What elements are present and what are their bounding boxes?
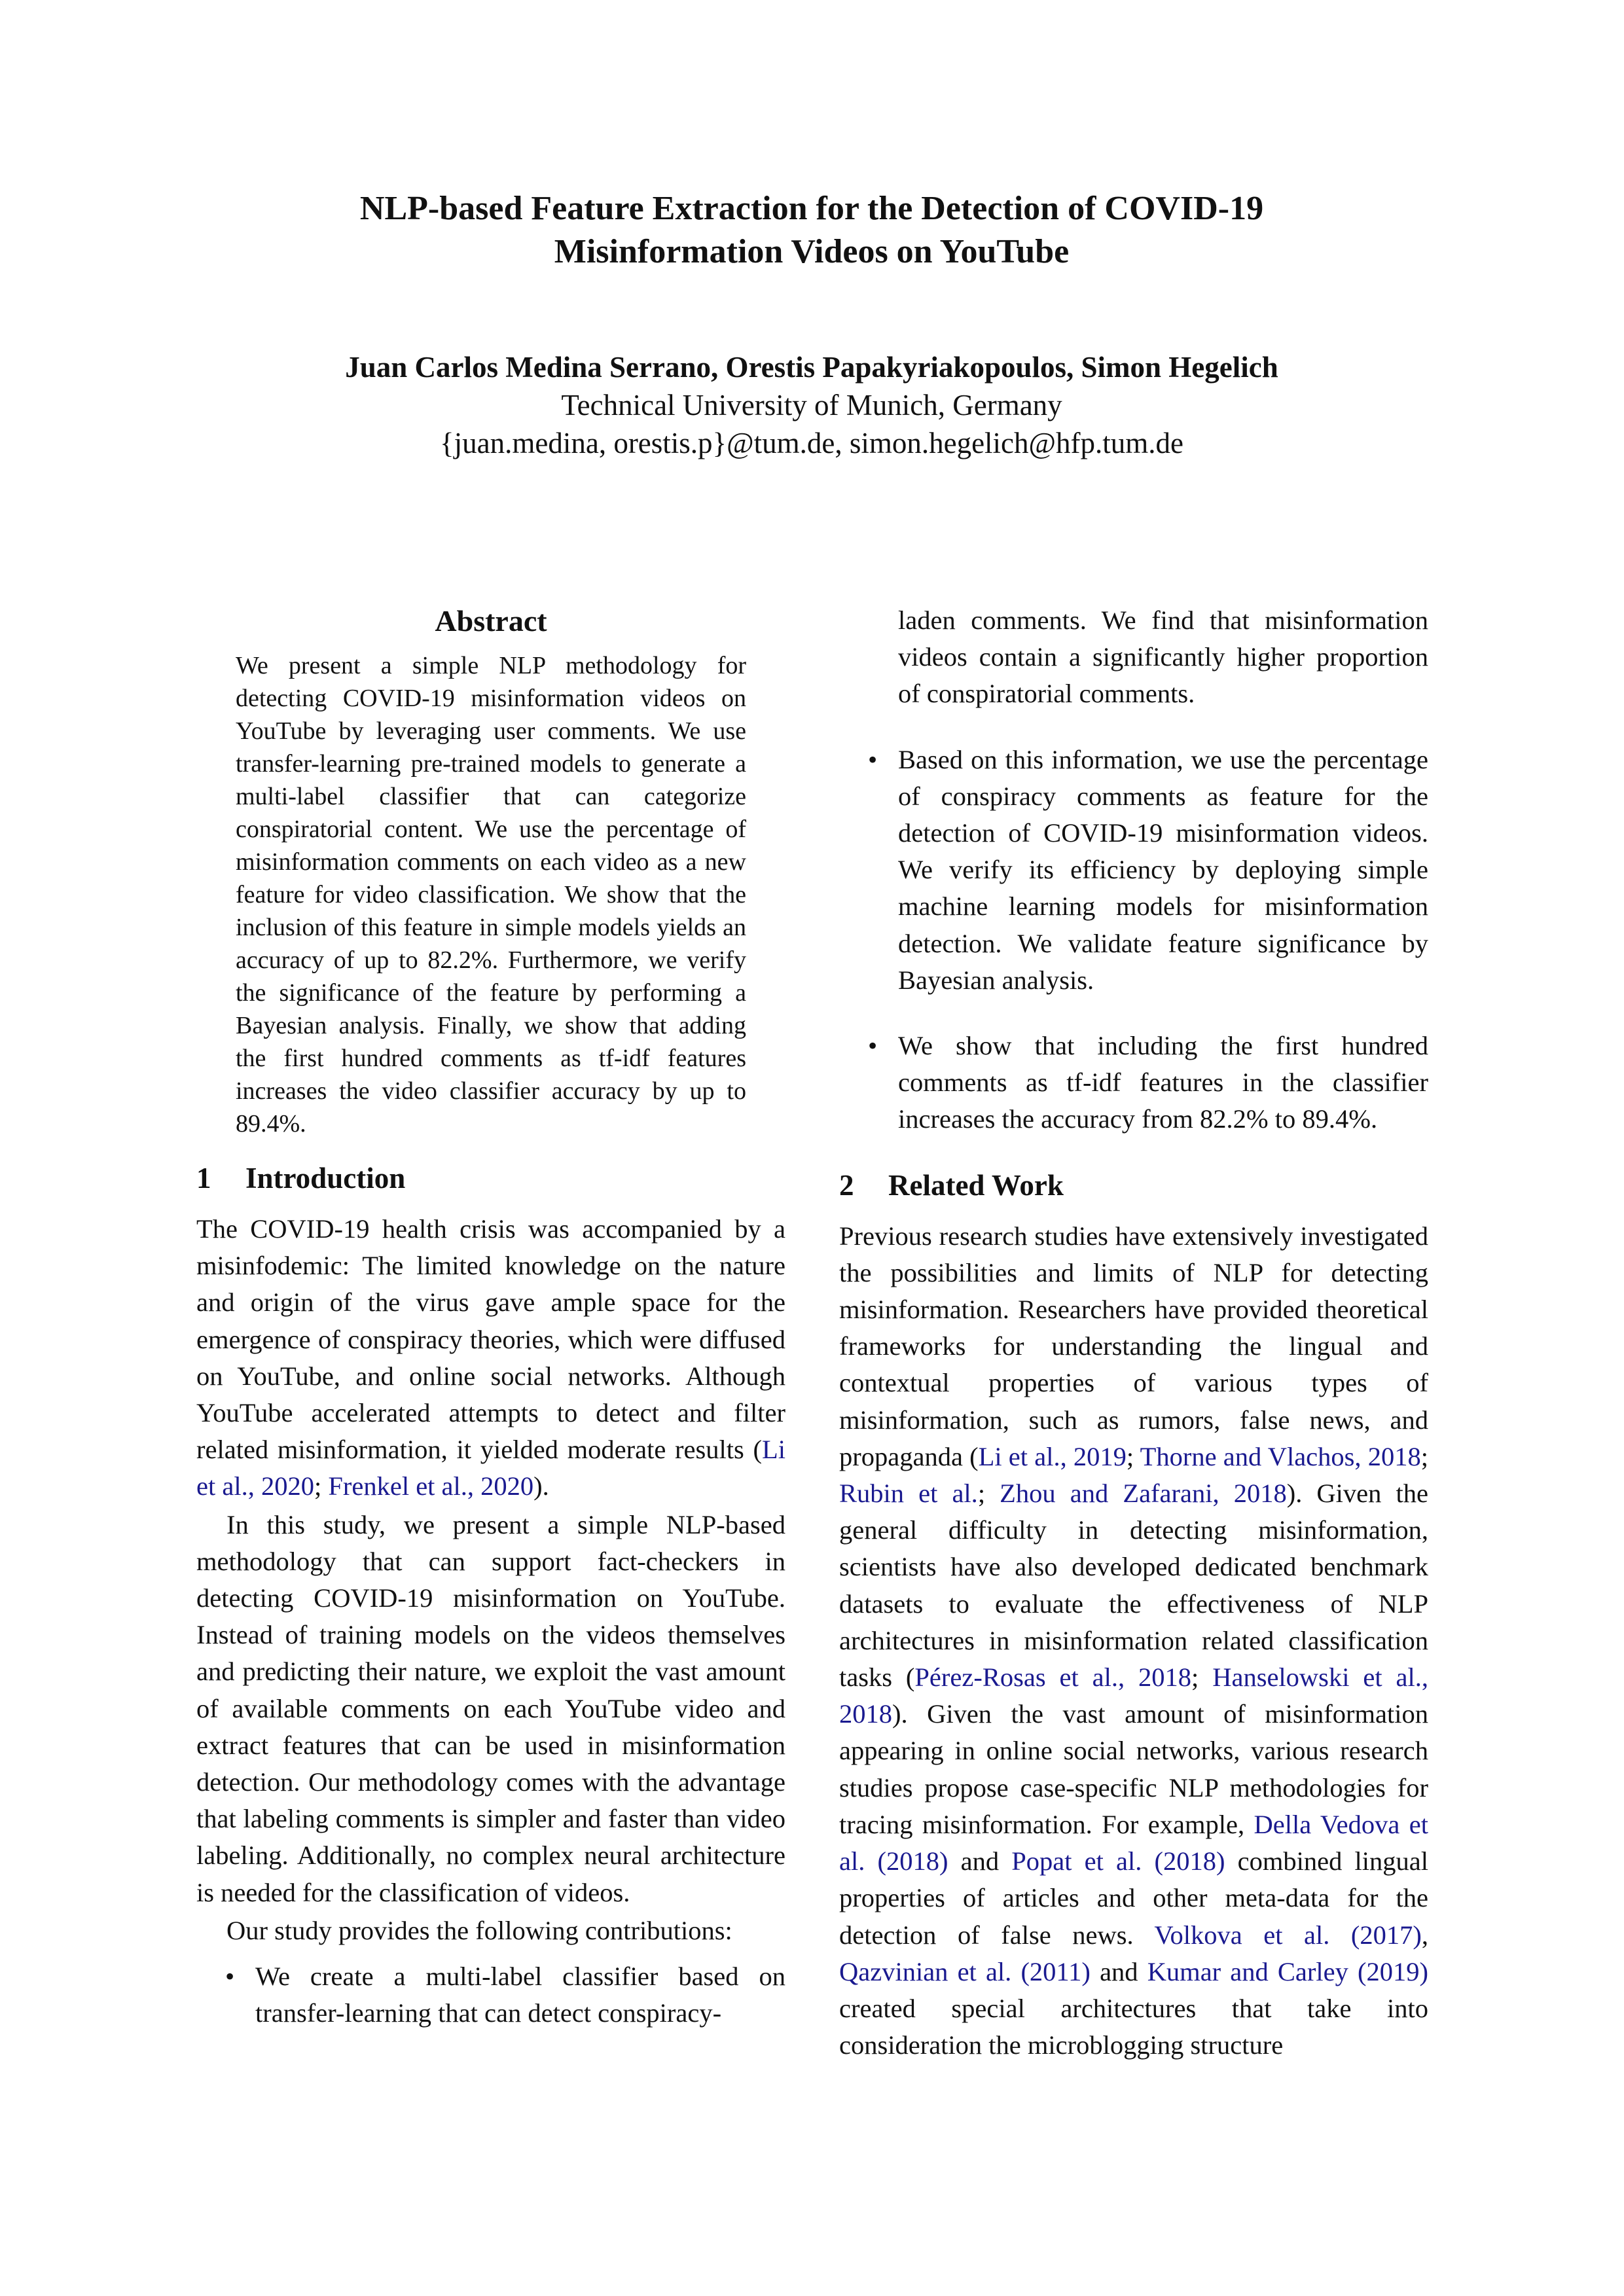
citation-separator: ;	[1191, 1662, 1213, 1693]
citation-link[interactable]: Volkova et al. (2017)	[1154, 1920, 1422, 1950]
citation-link[interactable]: Pérez-Rosas et al., 2018	[914, 1662, 1192, 1693]
citation-link[interactable]: Qazvinian et al. (2011)	[839, 1956, 1091, 1986]
paragraph-text: created special architectures that take into consideration the microblogging structure	[839, 1993, 1428, 2060]
contribution-item-1: • We create a multi-label classifier based on transfer-learning that can detect conspiracy-	[196, 1958, 785, 2032]
citation-link[interactable]: Thorne and Vlachos, 2018	[1140, 1441, 1421, 1471]
abstract	[196, 602, 785, 1140]
citation-link[interactable]: Li et al., 2020	[196, 1435, 785, 1501]
citation-link[interactable]: Hanselowski et al., 2018	[839, 1662, 1428, 1729]
citation-separator: ;	[1126, 1441, 1140, 1471]
paragraph-text: and	[948, 1846, 1012, 1876]
contribution-list-continued	[839, 602, 1428, 1138]
citation-separator: ;	[977, 1479, 1000, 1509]
paragraph-text: ). Given the general difficulty in detecting misinformation, scientists have also developed dedicated benchmark datasets to evaluate the effectiveness of NLP architectures in misinformation related classification tasks (	[839, 1479, 1428, 1693]
title-line-1: NLP-based Feature Extraction for the Detection of COVID-19	[359, 190, 1264, 227]
paragraph-text: and	[1090, 1956, 1147, 1986]
abstract-text: We present a simple NLP methodology for detecting COVID-19 misinformation videos on YouTube by leveraging user comments. We use transfer-learning pre-trained models to generate a multi-label classifier that can categorize conspiratorial content. We use the percentage of misinformation comments on each video as a new feature for video classification. We show that the inclusion of this feature in simple models yields an accuracy of up to 82.2%. Furthermore, we verify the significance of the feature by performing a Bayesian analysis. Finally, we show that adding the first hundred comments as tf-idf features increases the video classifier accuracy by up to 89.4%.	[236, 652, 746, 1138]
citation-link[interactable]: Zhou and Zafarani, 2018	[1000, 1479, 1287, 1509]
paragraph-text: The COVID-19 health crisis was accompanied by a misinfodemic: The limited knowledge on the nature and origin of the virus gave ample space for the emergence of conspiracy theories, which were diffused on YouTube, and online social networks. Although YouTube accelerated attempts to detect and filter related misinformation, it yielded moderate results (	[196, 1214, 785, 1465]
abstract-heading: Abstract	[435, 604, 547, 637]
contribution-item-2: • Based on this information, we use the percentage of conspiracy comments as feature for the detection of COVID-19 misinformation videos. We verify its efficiency by deploying simple machine learning models for misinformation detection. We validate feature significance by Bayesian analysis.	[839, 742, 1428, 999]
paragraph-text: combined lingual properties of articles and other meta-data for the detection of false news.	[839, 1846, 1428, 1950]
section-title: Related Work	[888, 1168, 1064, 1202]
citation-separator: ;	[1420, 1441, 1428, 1471]
author-names: Juan Carlos Medina Serrano, Orestis Papakyriakopoulos, Simon Hegelich	[345, 351, 1278, 384]
section-number: 2	[839, 1168, 854, 1202]
right-column	[839, 602, 1428, 2064]
intro-paragraph-1	[196, 1211, 785, 1505]
paragraph-text: ,	[1421, 1920, 1428, 1950]
citation-link[interactable]: Rubin et al.	[839, 1479, 978, 1509]
paragraph-text: ).	[533, 1471, 549, 1501]
section-heading-introduction	[196, 1160, 785, 1196]
contribution-list	[196, 1958, 785, 2032]
related-work-paragraph	[839, 1218, 1428, 2064]
citation-link[interactable]: Kumar and Carley (2019)	[1147, 1956, 1428, 1986]
affiliation: Technical University of Munich, Germany	[561, 389, 1062, 422]
section-heading-related-work	[839, 1167, 1428, 1204]
citation-link[interactable]: Li et al., 2019	[978, 1441, 1127, 1471]
citation-link[interactable]: Frenkel et al., 2020	[328, 1471, 534, 1501]
citation-link[interactable]: Della Vedova et al. (2018)	[839, 1809, 1428, 1876]
contribution-item-1-continued: laden comments. We find that misinformation videos contain a significantly higher proportion of conspiratorial comments.	[898, 605, 1428, 709]
contribution-item-3: • We show that including the first hundred comments as tf-idf features in the classifier increases the accuracy from 82.2% to 89.4%.	[839, 1028, 1428, 1138]
title-line-2: Misinformation Videos on YouTube	[554, 233, 1070, 270]
intro-paragraph-3: Our study provides the following contributions:	[226, 1915, 732, 1945]
left-column	[196, 602, 785, 2060]
section-number: 1	[196, 1162, 211, 1194]
paper-title	[196, 187, 1427, 274]
paragraph-text: Previous research studies have extensively investigated the possibilities and limits of NLP for detecting misinformation. Researchers have provided theoretical frameworks for understanding the lingual and contextual properties of various types of misinformation, such as rumors, false news, and propaganda (	[839, 1221, 1428, 1471]
citation-separator: ;	[314, 1471, 329, 1501]
paragraph-text: ). Given the vast amount of misinformation appearing in online social networks, various research studies propose case-specific NLP methodologies for tracing misinformation. For example,	[839, 1699, 1428, 1839]
author-emails: {juan.medina, orestis.p}@tum.de, simon.hegelich@hfp.tum.de	[440, 427, 1183, 459]
section-title: Introduction	[245, 1162, 406, 1194]
author-block	[196, 348, 1427, 462]
intro-paragraph-2: In this study, we present a simple NLP-based methodology that can support fact-checkers in detecting COVID-19 misinformation on YouTube. Instead of training models on the videos themselves and predicting their nature, we exploit the vast amount of available comments on each YouTube video and extract features that can be used in misinformation detection. Our methodology comes with the advantage that labeling comments is simpler and faster than video labeling. Additionally, no complex neural architecture is needed for the classification of videos.	[196, 1509, 785, 1907]
citation-link[interactable]: Popat et al. (2018)	[1011, 1846, 1225, 1876]
